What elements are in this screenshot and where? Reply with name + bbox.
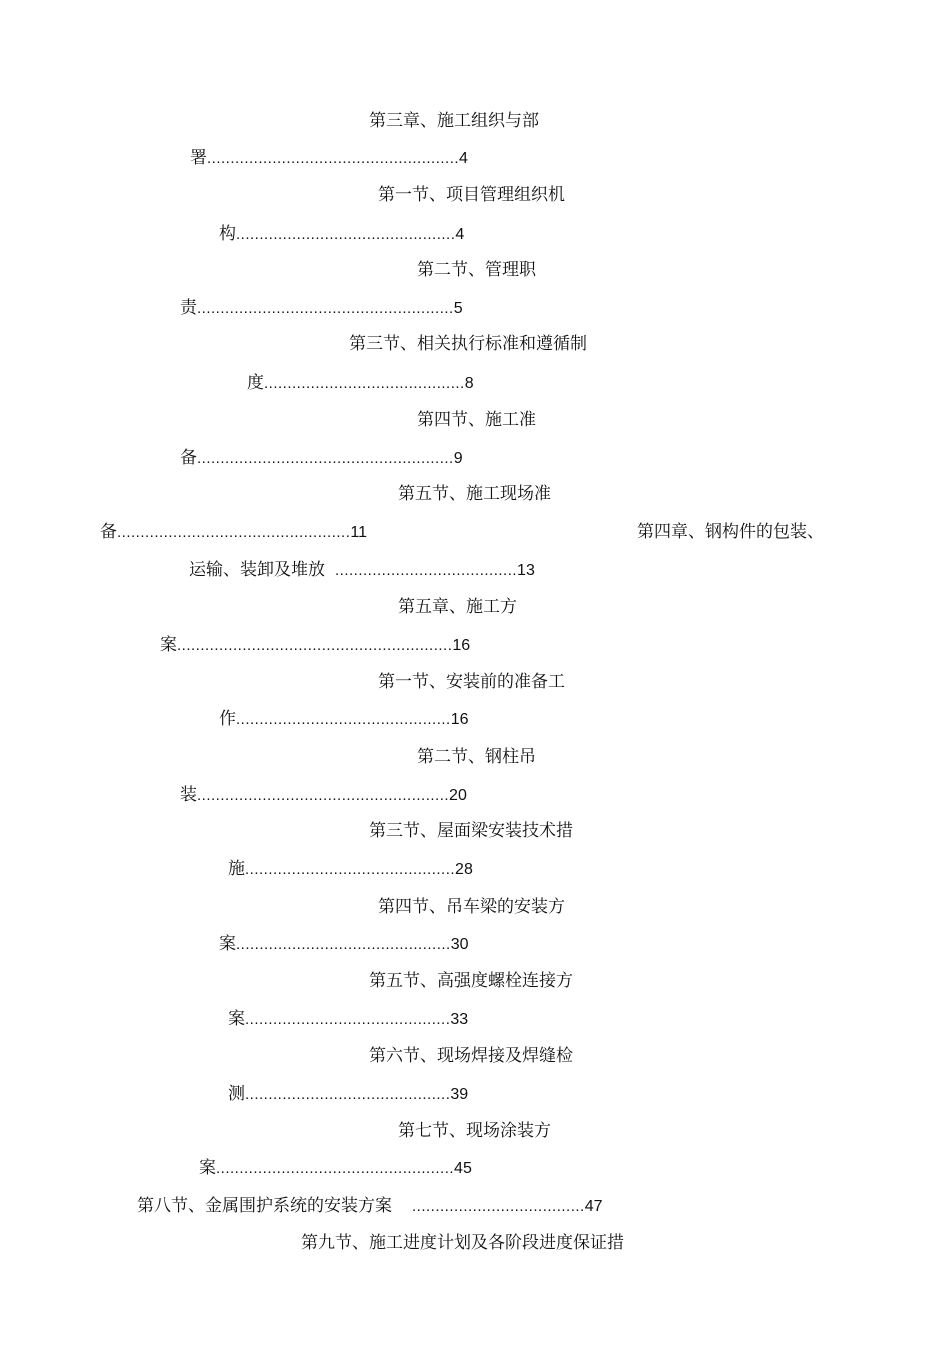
toc-entry-title: 装: [180, 785, 197, 805]
toc-entry-title: 案: [219, 934, 236, 954]
toc-leader-dots: .....................................: [412, 1198, 585, 1215]
toc-page-number: 45: [454, 1160, 472, 1177]
toc-entry-title: 责: [180, 298, 197, 318]
toc-entry-title: 第一节、项目管理组织机: [378, 185, 565, 205]
toc-entry-title: 第三节、相关执行标准和遵循制: [349, 334, 587, 354]
toc-line[interactable]: [378, 185, 565, 205]
toc-leader-dots: ...........................................................: [177, 637, 453, 654]
toc-line[interactable]: [349, 334, 587, 354]
toc-line[interactable]: [378, 672, 565, 692]
toc-entry-title: 第一节、安装前的准备工: [378, 672, 565, 692]
toc-leader-dots: ............................................: [245, 1086, 451, 1103]
toc-line[interactable]: [219, 224, 464, 245]
toc-line[interactable]: [378, 897, 565, 917]
toc-line[interactable]: [398, 597, 517, 617]
toc-line[interactable]: [100, 522, 367, 543]
toc-line[interactable]: [369, 1046, 573, 1066]
toc-entry-title: 案: [228, 1009, 245, 1029]
toc-leader-dots: ..................................................: [117, 524, 351, 541]
toc-entry-title: 第四节、施工准: [417, 410, 536, 430]
toc-page-number: 16: [450, 711, 469, 728]
toc-line[interactable]: [301, 1233, 624, 1253]
toc-page-number: 8: [464, 375, 474, 392]
toc-line[interactable]: [369, 821, 573, 841]
toc-entry-title: 施: [228, 859, 245, 879]
toc-leader-dots: ..............................................: [236, 711, 451, 728]
toc-leader-dots: ......................................................: [197, 787, 450, 804]
toc-line[interactable]: [180, 448, 463, 469]
toc-page-number: 4: [459, 150, 468, 167]
toc-leader-dots: ...............................................: [236, 226, 456, 243]
toc-leader-dots: ......................................................: [207, 150, 460, 167]
toc-line[interactable]: [369, 111, 539, 131]
toc-entry-title: 署: [190, 148, 207, 168]
toc-page-number: 5: [453, 300, 463, 317]
toc-line[interactable]: [417, 260, 536, 280]
toc-entry-title: 运输、装卸及堆放: [189, 560, 325, 580]
toc-line[interactable]: [180, 298, 463, 319]
toc-line[interactable]: [180, 785, 467, 806]
toc-page-number: 13: [517, 562, 535, 579]
toc-line[interactable]: [137, 1196, 603, 1217]
toc-page-number: 47: [584, 1198, 603, 1215]
toc-entry-title: 第九节、施工进度计划及各阶段进度保证措: [301, 1233, 624, 1253]
toc-leader-dots: .......................................................: [197, 450, 454, 467]
toc-leader-dots: ...........................................: [264, 375, 465, 392]
toc-entry-title: 第五节、施工现场准: [398, 484, 551, 504]
toc-page-number: 28: [455, 861, 473, 878]
toc-line[interactable]: [199, 1158, 472, 1179]
toc-entry-title: 第八节、金属围护系统的安装方案: [137, 1196, 392, 1216]
toc-entry-title: 第三节、屋面梁安装技术措: [369, 821, 573, 841]
toc-line[interactable]: [369, 971, 573, 991]
toc-page-number: 9: [453, 450, 463, 467]
toc-line[interactable]: [160, 635, 470, 656]
toc-page-number: 33: [450, 1011, 469, 1028]
toc-line[interactable]: [398, 484, 551, 504]
toc-line[interactable]: [398, 1121, 551, 1141]
toc-line[interactable]: [228, 859, 473, 880]
toc-line[interactable]: [190, 148, 468, 169]
toc-page-number: 39: [450, 1086, 469, 1103]
toc-entry-title: 案: [199, 1158, 216, 1178]
toc-line[interactable]: [189, 560, 535, 581]
toc-page-number: 16: [452, 637, 471, 654]
toc-line[interactable]: [417, 747, 536, 767]
toc-entry-title: 第四章、钢构件的包装、: [637, 522, 824, 542]
toc-page-number: 11: [350, 524, 367, 541]
toc-entry-title: 第二节、管理职: [417, 260, 536, 280]
toc-line[interactable]: [228, 1084, 468, 1105]
toc-entry-title: 第二节、钢柱吊: [417, 747, 536, 767]
toc-page-number: 30: [450, 936, 469, 953]
toc-entry-title: 第四节、吊车梁的安装方: [378, 897, 565, 917]
toc-page-number: 20: [449, 787, 467, 804]
toc-leader-dots: ..............................................: [236, 936, 451, 953]
toc-line[interactable]: [219, 709, 469, 730]
toc-line[interactable]: [228, 1009, 468, 1030]
toc-entry-title: 度: [247, 373, 264, 393]
toc-entry-title: 备: [180, 448, 197, 468]
toc-line[interactable]: [247, 373, 474, 394]
toc-entry-title: 作: [219, 709, 236, 729]
toc-line[interactable]: [219, 934, 469, 955]
toc-entry-title: 测: [228, 1084, 245, 1104]
toc-leader-dots: ...................................................: [216, 1160, 455, 1177]
toc-entry-title: 备: [100, 522, 117, 542]
toc-entry-title: 第三章、施工组织与部: [369, 111, 539, 131]
toc-leader-dots: .............................................: [245, 861, 456, 878]
toc-entry-title: 第五节、高强度螺栓连接方: [369, 971, 573, 991]
toc-entry-title: 第五章、施工方: [398, 597, 517, 617]
toc-leader-dots: .......................................: [335, 562, 518, 579]
toc-entry-title: 第七节、现场涂装方: [398, 1121, 551, 1141]
toc-entry-title: 构: [219, 224, 236, 244]
toc-entry-title: 案: [160, 635, 177, 655]
toc-leader-dots: .......................................................: [197, 300, 454, 317]
toc-leader-dots: ............................................: [245, 1011, 451, 1028]
toc-page-number: 4: [455, 226, 465, 243]
toc-line[interactable]: [417, 410, 536, 430]
toc-line[interactable]: [637, 522, 824, 542]
toc-entry-title: 第六节、现场焊接及焊缝检: [369, 1046, 573, 1066]
